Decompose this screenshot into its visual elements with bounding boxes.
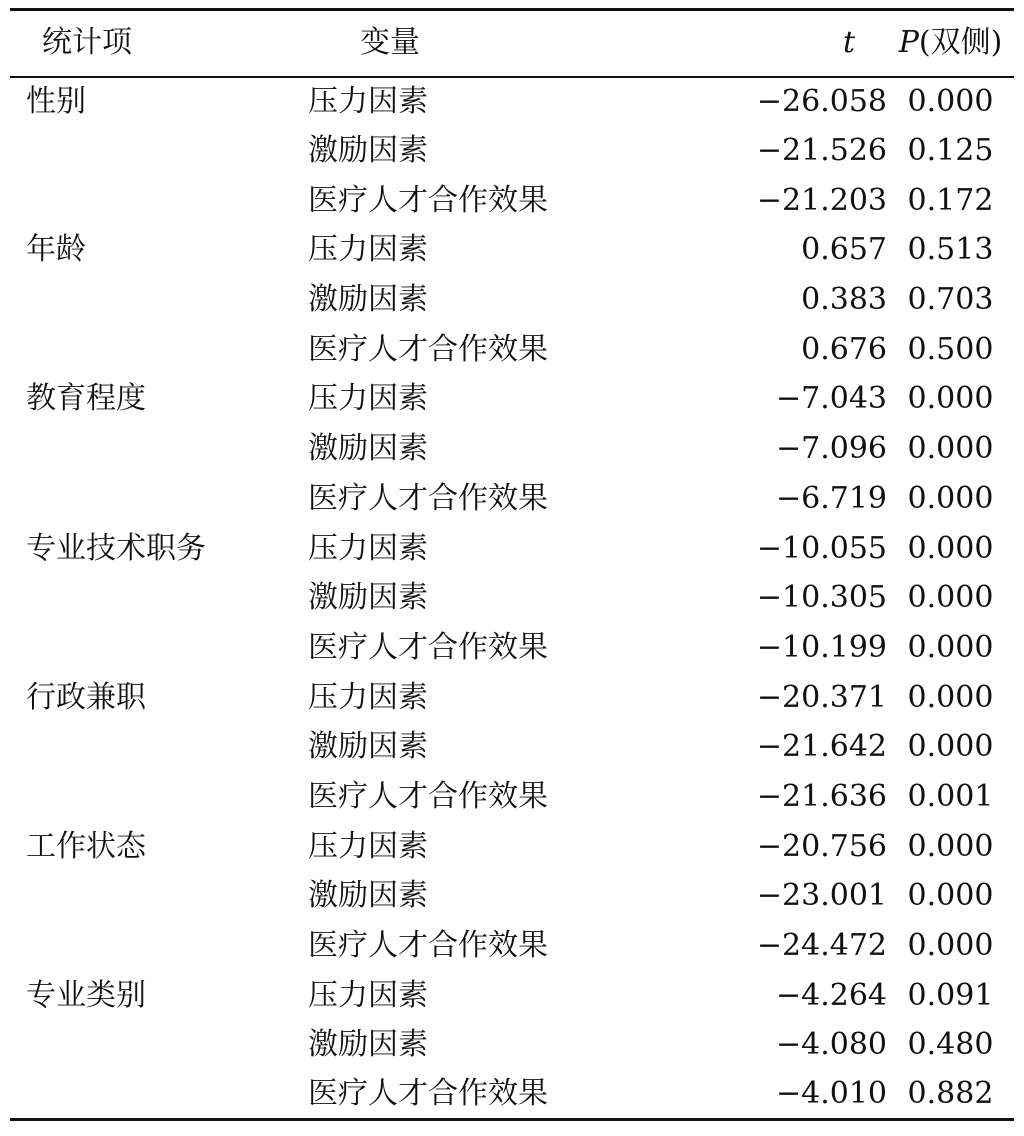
p-value-cell: 0.000 xyxy=(907,629,994,665)
table-row xyxy=(10,474,1014,524)
variable-cell: 压力因素 xyxy=(308,977,428,1013)
group-cell xyxy=(10,126,292,176)
table-row xyxy=(10,226,1014,276)
group-cell xyxy=(10,474,292,524)
t-value-cell: −21.526 xyxy=(756,133,887,169)
table-row xyxy=(10,921,1014,971)
t-value-cell: −10.199 xyxy=(756,629,887,665)
t-value-cell: −21.636 xyxy=(756,778,887,814)
variable-cell: 激励因素 xyxy=(308,878,428,914)
table-row xyxy=(10,872,1014,922)
statistics-table xyxy=(10,8,1014,1121)
group-cell: 年龄 xyxy=(26,232,86,268)
variable-cell: 压力因素 xyxy=(308,83,428,119)
table-row xyxy=(10,822,1014,872)
header-row xyxy=(10,10,1014,77)
group-cell xyxy=(10,424,292,474)
t-value-cell: −10.305 xyxy=(756,580,887,616)
group-cell xyxy=(10,722,292,772)
table-row xyxy=(10,126,1014,176)
t-value-cell: −20.756 xyxy=(756,828,887,864)
t-value-cell: −26.058 xyxy=(756,83,887,119)
t-value-cell: −20.371 xyxy=(756,679,887,715)
header-p-suffix: (双侧) xyxy=(918,25,1003,61)
variable-cell: 激励因素 xyxy=(308,431,428,467)
p-value-cell: 0.000 xyxy=(907,530,994,566)
header-p xyxy=(887,10,1014,77)
variable-cell: 激励因素 xyxy=(308,1027,428,1063)
group-cell xyxy=(10,1070,292,1120)
table-row xyxy=(10,77,1014,127)
t-value-cell: −7.096 xyxy=(775,431,887,467)
variable-cell: 激励因素 xyxy=(308,282,428,318)
table-row xyxy=(10,524,1014,574)
group-cell xyxy=(10,573,292,623)
p-value-cell: 0.000 xyxy=(907,580,994,616)
table-row xyxy=(10,1021,1014,1071)
p-value-cell: 0.000 xyxy=(907,679,994,715)
variable-cell: 压力因素 xyxy=(308,232,428,268)
t-value-cell: −10.055 xyxy=(756,530,887,566)
header-p-letter: P xyxy=(898,25,919,61)
group-cell xyxy=(10,1021,292,1071)
group-cell xyxy=(10,772,292,822)
variable-cell: 医疗人才合作效果 xyxy=(308,182,548,218)
table-row xyxy=(10,772,1014,822)
group-cell xyxy=(10,921,292,971)
p-value-cell: 0.703 xyxy=(907,282,994,318)
p-value-cell: 0.172 xyxy=(907,182,994,218)
header-group: 统计项 xyxy=(10,10,292,77)
p-value-cell: 0.513 xyxy=(907,232,994,268)
group-cell xyxy=(10,275,292,325)
p-value-cell: 0.125 xyxy=(907,133,994,169)
p-value-cell: 0.500 xyxy=(907,331,994,367)
table-row xyxy=(10,375,1014,425)
variable-cell: 压力因素 xyxy=(308,530,428,566)
header-variable: 变量 xyxy=(292,10,645,77)
table-row xyxy=(10,573,1014,623)
t-value-cell: −4.010 xyxy=(645,1070,887,1120)
t-value-cell: −24.472 xyxy=(756,928,887,964)
t-value-cell: −21.203 xyxy=(756,182,887,218)
table-row xyxy=(10,424,1014,474)
variable-cell: 激励因素 xyxy=(308,580,428,616)
p-value-cell: 0.001 xyxy=(907,778,994,814)
variable-cell: 压力因素 xyxy=(308,828,428,864)
t-value-cell: 0.657 xyxy=(801,232,887,268)
table-row xyxy=(10,623,1014,673)
table-row xyxy=(10,722,1014,772)
table-header xyxy=(10,10,1014,77)
t-value-cell: −21.642 xyxy=(756,729,887,765)
p-value-cell: 0.000 xyxy=(907,480,994,516)
table-row xyxy=(10,971,1014,1021)
variable-cell: 激励因素 xyxy=(308,133,428,169)
table-row xyxy=(10,325,1014,375)
p-value-cell: 0.000 xyxy=(907,381,994,417)
table-row xyxy=(10,673,1014,723)
table-row xyxy=(10,176,1014,226)
p-value-cell: 0.000 xyxy=(907,83,994,119)
variable-cell: 医疗人才合作效果 xyxy=(308,331,548,367)
t-value-cell: −6.719 xyxy=(775,480,887,516)
variable-cell: 压力因素 xyxy=(308,381,428,417)
t-value-cell: −4.080 xyxy=(775,1027,887,1063)
variable-cell: 医疗人才合作效果 xyxy=(308,629,548,665)
p-value-cell: 0.000 xyxy=(907,431,994,467)
t-value-cell: −23.001 xyxy=(756,878,887,914)
p-value-cell: 0.480 xyxy=(907,1027,994,1063)
variable-cell: 医疗人才合作效果 xyxy=(308,480,548,516)
variable-cell: 压力因素 xyxy=(308,679,428,715)
group-cell xyxy=(10,325,292,375)
group-cell: 工作状态 xyxy=(26,828,146,864)
table-body xyxy=(10,77,1014,1120)
p-value-cell: 0.000 xyxy=(907,928,994,964)
p-value-cell: 0.091 xyxy=(907,977,994,1013)
p-value-cell: 0.000 xyxy=(907,729,994,765)
t-value-cell: 0.676 xyxy=(801,331,887,367)
p-value-cell: 0.000 xyxy=(907,828,994,864)
table-row xyxy=(10,275,1014,325)
header-t: t xyxy=(645,10,887,77)
group-cell: 专业类别 xyxy=(26,977,146,1013)
p-value-cell: 0.882 xyxy=(887,1070,1014,1120)
group-cell: 专业技术职务 xyxy=(26,530,206,566)
t-value-cell: 0.383 xyxy=(801,282,887,318)
variable-cell: 医疗人才合作效果 xyxy=(292,1070,645,1120)
group-cell xyxy=(10,872,292,922)
p-value-cell: 0.000 xyxy=(907,878,994,914)
group-cell: 性别 xyxy=(26,83,86,119)
variable-cell: 医疗人才合作效果 xyxy=(308,928,548,964)
group-cell xyxy=(10,176,292,226)
group-cell: 教育程度 xyxy=(26,381,146,417)
variable-cell: 激励因素 xyxy=(308,729,428,765)
table-row xyxy=(10,1070,1014,1120)
group-cell: 行政兼职 xyxy=(26,679,146,715)
variable-cell: 医疗人才合作效果 xyxy=(308,778,548,814)
group-cell xyxy=(10,623,292,673)
t-value-cell: −4.264 xyxy=(775,977,887,1013)
t-value-cell: −7.043 xyxy=(775,381,887,417)
